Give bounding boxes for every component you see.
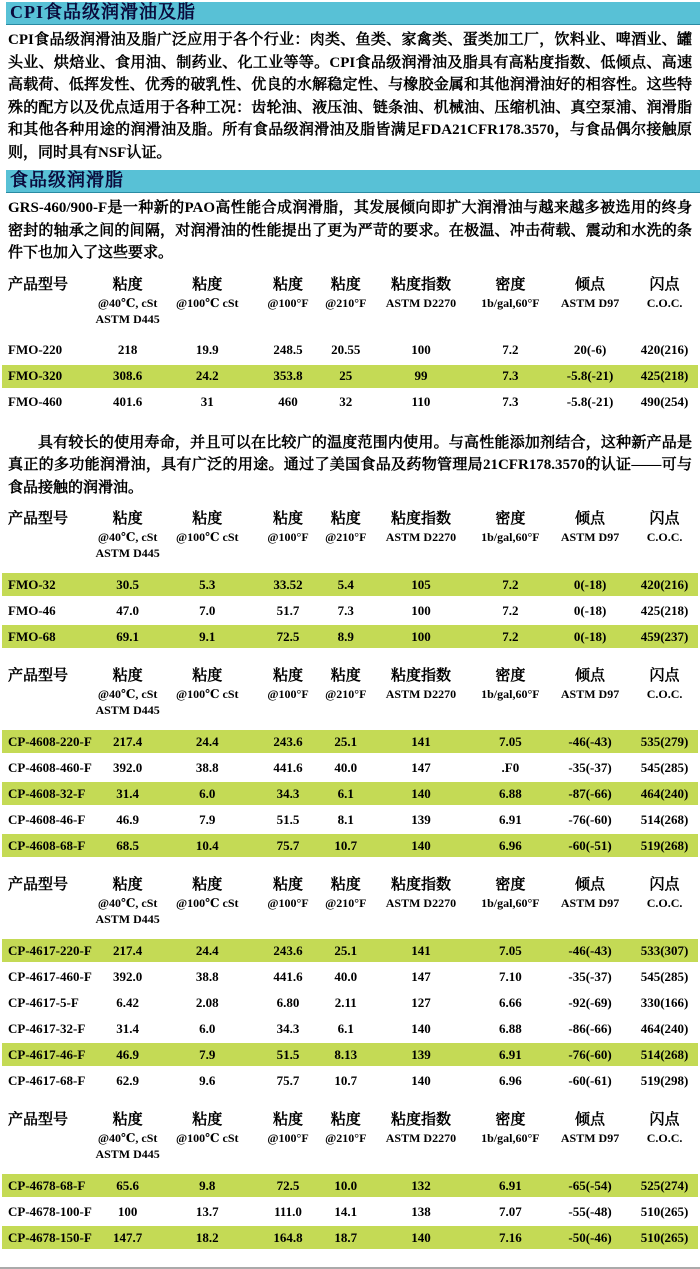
- value-cell: 20(-6): [573, 342, 607, 357]
- value-cell: 164.8: [273, 1229, 303, 1245]
- value-cell: 141: [411, 733, 431, 749]
- value-cell: 7.10: [499, 968, 522, 984]
- value-cell: 510(265): [640, 1229, 689, 1245]
- value-cell: 40.0: [334, 759, 358, 775]
- value-cell: 7.3: [502, 394, 519, 409]
- value-cell: 33.52: [273, 576, 303, 592]
- cp-4608-table: [0, 666, 700, 857]
- section-title-grease-label: 食品级润滑脂: [10, 170, 124, 190]
- column-header-7: 闪点 C.O.C.: [646, 276, 683, 310]
- value-cell: 330(166): [640, 994, 689, 1010]
- value-cell: -50(-46): [568, 1229, 612, 1245]
- value-cell: 72.5: [276, 628, 300, 644]
- column-header-5: 密度 1b/gal,60°F: [481, 1112, 540, 1145]
- product-model: CP-4617-460-F: [8, 968, 92, 984]
- column-header-3: 粘度 @210°F: [325, 877, 367, 910]
- value-cell: 10.7: [334, 1072, 358, 1088]
- value-cell: 100: [411, 602, 431, 618]
- value-cell: 7.2: [502, 602, 519, 618]
- column-header-1: 粘度 @100℃ cSt: [176, 668, 239, 701]
- value-cell: 7.9: [199, 811, 216, 827]
- product-model: CP-4617-32-F: [8, 1020, 86, 1036]
- value-cell: -35(-37): [568, 759, 612, 775]
- value-cell: 6.96: [499, 1072, 522, 1088]
- intro-paragraph: CPI食品级润滑油及脂广泛应用于各个行业：肉类、鱼类、家禽类、蛋类加工厂，饮料业、啤酒业、罐头业、烘焙业、食用油、制药业、化工业等等。CPI食品级润滑油及脂具有高粘度指数、低倾点、高速高载荷、低挥发性、优秀的破乳性、优良的水解稳定性、与橡胶金属和其他润滑油好的相容性。这些特殊的配方以及优点适用于各种工况：齿轮油、液压油、链条油、机械油、压缩机油、真空泵浦、润滑脂和其他各种用途的润滑油及脂。所有食品级润滑油及脂皆满足FDA21CFR178.3570，与食品偶尔接触原则，同时具有NSF认证。: [8, 32, 692, 161]
- value-cell: 7.07: [499, 1203, 522, 1219]
- column-header-7: 闪点 C.O.C.: [646, 1112, 683, 1145]
- value-cell: 0(-18): [573, 602, 607, 618]
- table-row: [2, 599, 698, 622]
- product-model: FMO-46: [8, 602, 56, 618]
- column-header-2: 粘度 @100°F: [267, 511, 309, 544]
- table-row: [2, 339, 698, 362]
- value-cell: 24.2: [195, 368, 219, 383]
- column-header-6: 倾点 ASTM D97: [560, 511, 620, 544]
- table-row: [2, 1043, 698, 1066]
- value-cell: 5.3: [199, 576, 216, 592]
- value-cell: 31: [200, 394, 214, 409]
- column-header-7: 闪点 C.O.C.: [646, 668, 683, 701]
- column-header-5: 密度 1b/gal,60°F: [481, 877, 540, 910]
- product-model: FMO-220: [8, 342, 63, 357]
- value-cell: 401.6: [112, 394, 143, 409]
- value-cell: 7.3: [502, 368, 519, 383]
- value-cell: 5.4: [337, 576, 354, 592]
- value-cell: 8.9: [337, 628, 354, 644]
- value-cell: 8.1: [337, 811, 354, 827]
- table-row: [2, 573, 698, 596]
- column-header-0: 粘度 @40℃, cSt ASTM D445: [95, 511, 160, 560]
- column-header-product: 产品型号: [8, 668, 69, 684]
- value-cell: 47.0: [116, 602, 139, 618]
- value-cell: -35(-37): [568, 968, 612, 984]
- table-row: [2, 939, 698, 962]
- value-cell: 535(279): [640, 733, 689, 749]
- value-cell: 519(298): [640, 1072, 689, 1088]
- column-header-7: 闪点 C.O.C.: [646, 877, 683, 910]
- value-cell: 75.7: [276, 837, 300, 853]
- value-cell: 6.80: [276, 994, 300, 1010]
- value-cell: 147: [411, 759, 431, 775]
- value-cell: 140: [411, 1020, 431, 1036]
- value-cell: 32: [339, 394, 353, 409]
- section-title-grease: [6, 170, 700, 193]
- column-header-4: 粘度指数 ASTM D2270: [385, 511, 457, 544]
- value-cell: 0(-18): [573, 576, 607, 592]
- value-cell: 31.4: [116, 1020, 139, 1036]
- column-header-1: 粘度 @100℃ cSt: [176, 511, 239, 544]
- value-cell: 20.55: [331, 342, 361, 357]
- table-row: [2, 730, 698, 753]
- value-cell: 464(240): [640, 1020, 689, 1036]
- value-cell: 10.7: [334, 837, 358, 853]
- value-cell: 46.9: [116, 1046, 139, 1062]
- table-header: [2, 1110, 698, 1162]
- value-cell: -46(-43): [568, 733, 612, 749]
- value-cell: 25.1: [334, 733, 358, 749]
- column-header-product: 产品型号: [8, 1112, 69, 1128]
- value-cell: 18.7: [334, 1229, 358, 1245]
- value-cell: 99: [414, 368, 428, 383]
- value-cell: 217.4: [112, 733, 143, 749]
- table-row: [2, 782, 698, 805]
- value-cell: 7.05: [499, 733, 522, 749]
- grease-paragraph: GRS-460/900-F是一种新的PAO高性能合成润滑脂，其发展倾向即扩大润滑油与越来越多被选用的终身密封的轴承之间的间隔，对润滑油的性能提出了更为严苛的要求。在极温、冲击荷载、震动和水洗的条件下也加入了这些要求。: [8, 200, 692, 261]
- value-cell: 533(307): [640, 942, 689, 958]
- value-cell: 545(285): [640, 759, 689, 775]
- value-cell: 6.96: [499, 837, 522, 853]
- value-cell: 139: [411, 811, 431, 827]
- value-cell: -87(-66): [568, 785, 612, 801]
- cp-4617-table: [0, 875, 700, 1092]
- table-row: [2, 965, 698, 988]
- value-cell: 459(237): [640, 628, 689, 644]
- value-cell: 139: [411, 1046, 431, 1062]
- section-title-oils: [6, 2, 700, 25]
- multi-purpose-paragraph: 具有较长的使用寿命，并且可以在比较广的温度范围内使用。与高性能添加剂结合，这种新产品是真正的多功能润滑油，具有广泛的用途。通过了美国食品及药物管理局21CFR178.3570的认证——可与食品接触的润滑油。: [8, 434, 692, 496]
- column-header-4: 粘度指数 ASTM D2270: [385, 1112, 457, 1145]
- column-header-2: 粘度 @100°F: [267, 276, 309, 310]
- product-model: CP-4678-68-F: [8, 1177, 86, 1193]
- table-row: [2, 808, 698, 831]
- value-cell: 2.08: [195, 994, 219, 1010]
- value-cell: 38.8: [195, 968, 219, 984]
- column-header-4: 粘度指数 ASTM D2270: [385, 276, 457, 310]
- value-cell: 147.7: [112, 1229, 143, 1245]
- table-row: [2, 756, 698, 779]
- product-model: CP-4608-460-F: [8, 759, 92, 775]
- value-cell: 6.88: [499, 785, 522, 801]
- column-header-product: 产品型号: [8, 511, 69, 527]
- value-cell: 425(218): [640, 368, 689, 383]
- table-row: [2, 365, 698, 388]
- value-cell: 68.5: [116, 837, 139, 853]
- value-cell: 7.05: [499, 942, 522, 958]
- value-cell: 10.4: [195, 837, 219, 853]
- product-model: CP-4617-220-F: [8, 942, 92, 958]
- value-cell: 138: [411, 1203, 431, 1219]
- product-model: CP-4608-46-F: [8, 811, 86, 827]
- column-header-4: 粘度指数 ASTM D2270: [385, 668, 457, 701]
- value-cell: 392.0: [112, 968, 143, 984]
- value-cell: 6.0: [199, 1020, 216, 1036]
- value-cell: 7.16: [499, 1229, 522, 1245]
- value-cell: 127: [411, 994, 431, 1010]
- value-cell: 7.9: [199, 1046, 216, 1062]
- column-header-6: 倾点 ASTM D97: [560, 877, 620, 910]
- value-cell: 441.6: [273, 968, 303, 984]
- column-header-4: 粘度指数 ASTM D2270: [385, 877, 457, 910]
- value-cell: 75.7: [276, 1072, 300, 1088]
- value-cell: 7.2: [502, 628, 519, 644]
- value-cell: -76(-60): [568, 811, 612, 827]
- value-cell: 9.8: [199, 1177, 216, 1193]
- product-model: FMO-320: [8, 368, 63, 383]
- value-cell: 14.1: [334, 1203, 358, 1219]
- column-header-3: 粘度 @210°F: [325, 1112, 367, 1145]
- value-cell: 392.0: [112, 759, 143, 775]
- value-cell: 10.0: [334, 1177, 358, 1193]
- value-cell: 545(285): [640, 968, 689, 984]
- value-cell: -65(-54): [568, 1177, 612, 1193]
- value-cell: 6.42: [116, 994, 139, 1010]
- value-cell: 9.6: [199, 1072, 216, 1088]
- value-cell: 464(240): [640, 785, 689, 801]
- product-model: CP-4678-100-F: [8, 1203, 92, 1219]
- column-header-product: 产品型号: [8, 276, 69, 293]
- product-model: CP-4617-46-F: [8, 1046, 86, 1062]
- value-cell: 6.91: [499, 1177, 522, 1193]
- value-cell: 7.2: [502, 342, 519, 357]
- value-cell: -5.8(-21): [566, 368, 614, 383]
- table-row: [2, 991, 698, 1014]
- column-header-product: 产品型号: [8, 877, 69, 893]
- value-cell: 420(216): [640, 576, 689, 592]
- value-cell: 441.6: [273, 759, 303, 775]
- table-header: [2, 509, 698, 561]
- value-cell: -55(-48): [568, 1203, 612, 1219]
- value-cell: .F0: [501, 759, 520, 775]
- cp-4678-table: [0, 1110, 700, 1249]
- value-cell: 514(268): [640, 811, 689, 827]
- table-row: [2, 391, 698, 414]
- product-model: CP-4678-150-F: [8, 1229, 92, 1245]
- value-cell: -60(-61): [568, 1072, 612, 1088]
- product-model: CP-4617-5-F: [8, 994, 79, 1010]
- value-cell: 243.6: [273, 942, 303, 958]
- value-cell: 353.8: [273, 368, 303, 383]
- value-cell: 147: [411, 968, 431, 984]
- value-cell: 308.6: [112, 368, 143, 383]
- value-cell: 34.3: [276, 1020, 300, 1036]
- fmo-high-viscosity-table: [0, 275, 700, 414]
- value-cell: 217.4: [112, 942, 143, 958]
- column-header-2: 粘度 @100°F: [267, 877, 309, 910]
- column-header-2: 粘度 @100°F: [267, 1112, 309, 1145]
- table-row: [2, 834, 698, 857]
- column-header-3: 粘度 @210°F: [325, 668, 367, 701]
- value-cell: -46(-43): [568, 942, 612, 958]
- fmo-low-viscosity-table: [0, 509, 700, 648]
- value-cell: 6.1: [337, 1020, 354, 1036]
- value-cell: 132: [411, 1177, 431, 1193]
- column-header-7: 闪点 C.O.C.: [646, 511, 683, 544]
- value-cell: 6.91: [499, 1046, 522, 1062]
- column-header-1: 粘度 @100℃ cSt: [176, 1112, 239, 1145]
- value-cell: 425(218): [640, 602, 689, 618]
- value-cell: 519(268): [640, 837, 689, 853]
- value-cell: 24.4: [195, 942, 219, 958]
- value-cell: 6.1: [337, 785, 354, 801]
- value-cell: 460: [278, 394, 298, 409]
- column-header-1: 粘度 @100℃ cSt: [176, 276, 239, 310]
- table-header: [2, 275, 698, 327]
- value-cell: 111.0: [274, 1203, 302, 1219]
- value-cell: 25.1: [334, 942, 358, 958]
- value-cell: 2.11: [334, 994, 357, 1010]
- value-cell: 8.13: [334, 1046, 358, 1062]
- value-cell: 51.7: [276, 602, 300, 618]
- product-model: FMO-68: [8, 628, 56, 644]
- product-model: CP-4608-32-F: [8, 785, 86, 801]
- column-header-3: 粘度 @210°F: [325, 276, 367, 310]
- value-cell: 51.5: [276, 1046, 300, 1062]
- column-header-6: 倾点 ASTM D97: [560, 1112, 620, 1145]
- value-cell: -5.8(-21): [566, 394, 614, 409]
- value-cell: 525(274): [640, 1177, 689, 1193]
- column-header-2: 粘度 @100°F: [267, 668, 309, 701]
- value-cell: 40.0: [334, 968, 358, 984]
- value-cell: 18.2: [195, 1229, 219, 1245]
- value-cell: 6.66: [499, 994, 522, 1010]
- value-cell: 140: [411, 785, 431, 801]
- value-cell: 9.1: [199, 628, 216, 644]
- value-cell: -92(-69): [568, 994, 612, 1010]
- value-cell: 140: [411, 1229, 431, 1245]
- value-cell: 65.6: [116, 1177, 139, 1193]
- table-header: [2, 875, 698, 927]
- value-cell: 218: [117, 342, 138, 357]
- value-cell: 140: [411, 837, 431, 853]
- product-model: CP-4608-68-F: [8, 837, 86, 853]
- product-model: FMO-32: [8, 576, 56, 592]
- table-row: [2, 1174, 698, 1197]
- value-cell: 31.4: [116, 785, 139, 801]
- value-cell: 34.3: [276, 785, 300, 801]
- value-cell: 7.0: [199, 602, 216, 618]
- table-row: [2, 1017, 698, 1040]
- table-row: [2, 1200, 698, 1223]
- value-cell: 7.2: [502, 576, 519, 592]
- table-row: [2, 1226, 698, 1249]
- value-cell: 38.8: [195, 759, 219, 775]
- column-header-3: 粘度 @210°F: [325, 511, 367, 544]
- column-header-6: 倾点 ASTM D97: [560, 276, 620, 310]
- value-cell: 72.5: [276, 1177, 300, 1193]
- value-cell: -60(-51): [568, 837, 612, 853]
- value-cell: 7.3: [337, 602, 354, 618]
- value-cell: 100: [117, 1203, 138, 1219]
- value-cell: 100: [411, 628, 431, 644]
- value-cell: 420(216): [640, 342, 689, 357]
- column-header-0: 粘度 @40℃, cSt ASTM D445: [95, 877, 160, 926]
- value-cell: 6.91: [499, 811, 522, 827]
- table-row: [2, 1069, 698, 1092]
- value-cell: 141: [411, 942, 431, 958]
- column-header-5: 密度 1b/gal,60°F: [481, 276, 540, 310]
- value-cell: 243.6: [273, 733, 303, 749]
- value-cell: 140: [411, 1072, 431, 1088]
- value-cell: 62.9: [116, 1072, 139, 1088]
- table-header: [2, 666, 698, 718]
- value-cell: 490(254): [640, 394, 689, 409]
- column-header-6: 倾点 ASTM D97: [560, 668, 620, 701]
- value-cell: 105: [411, 576, 431, 592]
- value-cell: 24.4: [195, 733, 219, 749]
- value-cell: -86(-66): [568, 1020, 612, 1036]
- value-cell: 110: [411, 394, 431, 409]
- section-title-oils-label: CPI食品级润滑油及脂: [10, 2, 196, 22]
- value-cell: 514(268): [640, 1046, 689, 1062]
- value-cell: 100: [411, 342, 431, 357]
- column-header-0: 粘度 @40℃, cSt ASTM D445: [95, 276, 160, 326]
- value-cell: 69.1: [116, 628, 139, 644]
- value-cell: 6.0: [199, 785, 216, 801]
- value-cell: 19.9: [195, 342, 219, 357]
- table-row: [2, 625, 698, 648]
- column-header-0: 粘度 @40℃, cSt ASTM D445: [95, 1112, 160, 1161]
- value-cell: -76(-60): [568, 1046, 612, 1062]
- value-cell: 30.5: [116, 576, 139, 592]
- value-cell: 248.5: [273, 342, 303, 357]
- value-cell: 0(-18): [573, 628, 607, 644]
- product-model: CP-4608-220-F: [8, 733, 92, 749]
- value-cell: 510(265): [640, 1203, 689, 1219]
- value-cell: 13.7: [195, 1203, 219, 1219]
- column-header-0: 粘度 @40℃, cSt ASTM D445: [95, 668, 160, 717]
- value-cell: 51.5: [276, 811, 300, 827]
- column-header-5: 密度 1b/gal,60°F: [481, 511, 540, 544]
- product-model: CP-4617-68-F: [8, 1072, 86, 1088]
- value-cell: 46.9: [116, 811, 139, 827]
- value-cell: 25: [339, 368, 353, 383]
- product-model: FMO-460: [8, 394, 63, 409]
- column-header-5: 密度 1b/gal,60°F: [481, 668, 540, 701]
- value-cell: 6.88: [499, 1020, 522, 1036]
- column-header-1: 粘度 @100℃ cSt: [176, 877, 239, 910]
